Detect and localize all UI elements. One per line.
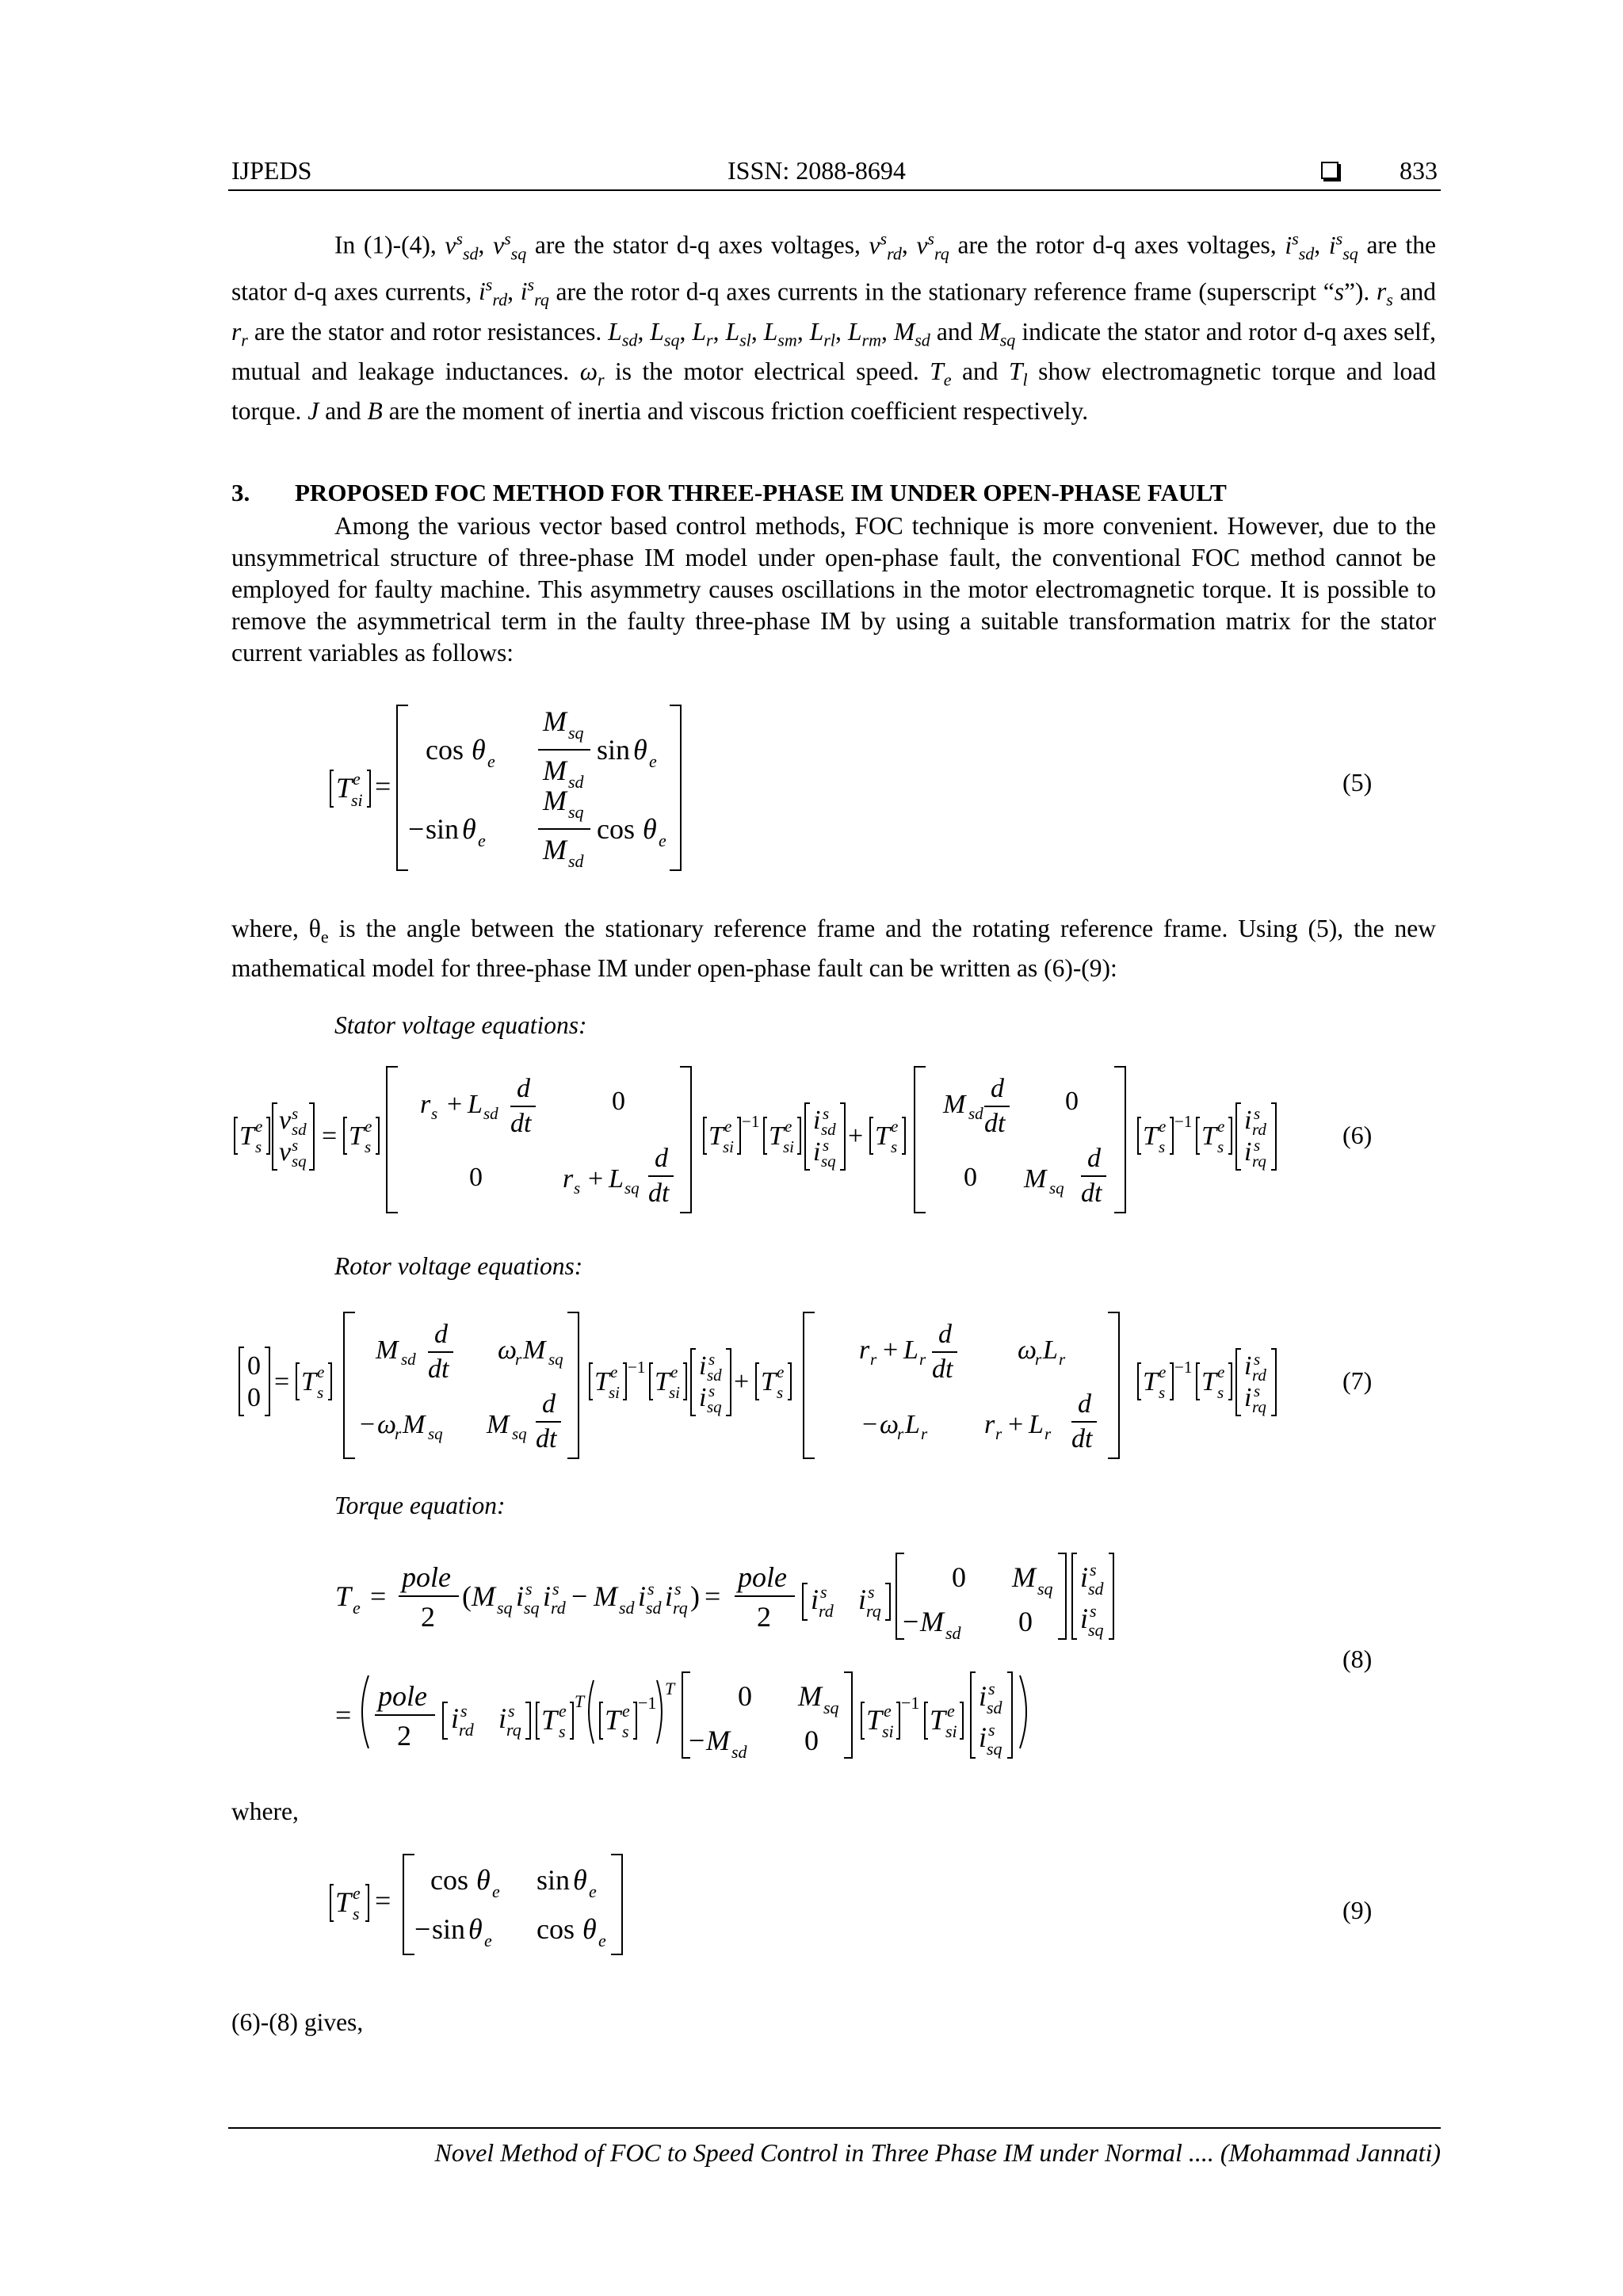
svg-text:−1: −1 [628, 1358, 646, 1377]
svg-text:i: i [699, 1383, 707, 1412]
svg-text:θ: θ [582, 1913, 597, 1945]
svg-text:s: s [823, 1104, 830, 1123]
svg-text:M: M [543, 834, 567, 865]
svg-text:sd: sd [401, 1350, 416, 1369]
svg-text:L: L [468, 1090, 483, 1119]
svg-text:ω: ω [498, 1335, 517, 1365]
svg-text:si: si [351, 790, 363, 810]
running-footer: Novel Method of FOC to Speed Control in Three Phase IM under Normal .... (Mohammad Jannati) [434, 2138, 1441, 2167]
equation-number-8: (8) [1342, 1645, 1373, 1673]
svg-text:T: T [1201, 1367, 1216, 1396]
label-stator-voltage: Stator voltage equations: [334, 1011, 587, 1039]
svg-text:T: T [708, 1121, 724, 1151]
svg-text:T: T [655, 1367, 670, 1396]
svg-text:i: i [858, 1584, 867, 1615]
svg-text:T: T [875, 1121, 890, 1151]
svg-text:θ: θ [643, 813, 657, 845]
svg-text:T: T [769, 1121, 784, 1151]
svg-text:T: T [349, 1121, 364, 1151]
svg-text:L: L [905, 1410, 920, 1439]
svg-text:sq: sq [987, 1739, 1002, 1759]
svg-text:ω: ω [1018, 1335, 1037, 1365]
svg-text:sd: sd [568, 851, 584, 871]
svg-text:r: r [919, 1350, 926, 1369]
svg-text:rd: rd [819, 1601, 834, 1621]
svg-text:rq: rq [506, 1720, 521, 1740]
svg-text:e: e [724, 1117, 732, 1136]
svg-text:M: M [594, 1580, 617, 1612]
svg-text:−: − [360, 1410, 376, 1439]
svg-text:θ: θ [468, 1913, 483, 1945]
svg-text:sq: sq [821, 1152, 836, 1171]
svg-text:s: s [708, 1350, 716, 1369]
svg-text:+: + [848, 1121, 864, 1151]
svg-text:2: 2 [757, 1601, 771, 1633]
svg-text:s: s [1217, 1137, 1224, 1156]
svg-text:e: e [891, 1117, 899, 1136]
svg-text:i: i [638, 1580, 647, 1612]
svg-text:sd: sd [821, 1120, 836, 1139]
svg-text:e: e [785, 1117, 792, 1136]
svg-text:M: M [523, 1335, 546, 1365]
svg-text:dt: dt [428, 1354, 449, 1384]
svg-text:i: i [665, 1580, 674, 1612]
svg-text:e: e [1159, 1117, 1167, 1136]
svg-text:sq: sq [1088, 1620, 1104, 1640]
svg-text:2: 2 [397, 1720, 411, 1752]
svg-text:dt: dt [648, 1179, 670, 1208]
svg-text:r: r [897, 1424, 904, 1443]
svg-text:−: − [571, 1580, 588, 1612]
svg-text:i: i [498, 1702, 507, 1734]
svg-text:i: i [1080, 1561, 1089, 1593]
svg-text:rq: rq [1252, 1152, 1266, 1171]
svg-text:sd: sd [619, 1598, 635, 1618]
svg-text:sq: sq [1037, 1579, 1053, 1599]
svg-text:s: s [647, 1579, 655, 1599]
svg-text:rq: rq [1252, 1397, 1266, 1416]
svg-text:i: i [811, 1584, 819, 1615]
svg-text:e: e [947, 1701, 955, 1721]
svg-text:s: s [559, 1721, 566, 1741]
label-rotor-voltage: Rotor voltage equations: [334, 1252, 583, 1280]
svg-text:v: v [279, 1137, 292, 1167]
svg-text:rd: rd [1252, 1366, 1266, 1385]
svg-text:T: T [239, 1121, 254, 1151]
svg-text:T: T [1143, 1367, 1158, 1396]
svg-text:e: e [559, 1701, 567, 1721]
svg-text:T: T [301, 1367, 316, 1396]
svg-text:0: 0 [804, 1725, 819, 1756]
svg-text:e: e [487, 751, 495, 771]
svg-text:sq: sq [568, 802, 584, 822]
svg-text:d: d [434, 1320, 448, 1349]
svg-text:dt: dt [510, 1109, 532, 1138]
svg-text:cos: cos [597, 813, 635, 845]
svg-text:s: s [1090, 1601, 1097, 1621]
svg-text:dt: dt [1081, 1179, 1102, 1208]
svg-text:i: i [979, 1680, 987, 1712]
svg-text:r: r [921, 1424, 928, 1443]
svg-text:=: = [370, 1580, 387, 1612]
svg-text:sin: sin [597, 734, 631, 766]
svg-text:M: M [403, 1410, 426, 1439]
equation-8 [329, 1545, 1232, 1783]
svg-text:−: − [862, 1410, 878, 1439]
equation-number-7: (7) [1342, 1366, 1373, 1395]
svg-text:rq: rq [673, 1598, 688, 1618]
svg-text:i: i [1244, 1383, 1252, 1412]
square-bullet-icon [1321, 162, 1338, 179]
svg-text:0: 0 [738, 1680, 752, 1712]
svg-text:0: 0 [469, 1163, 483, 1192]
svg-text:d: d [517, 1074, 530, 1103]
svg-text:s: s [1090, 1560, 1097, 1580]
svg-text:e: e [484, 1931, 492, 1950]
svg-text:+: + [588, 1164, 604, 1194]
svg-text:sd: sd [1088, 1579, 1104, 1599]
svg-text:d: d [1078, 1389, 1091, 1419]
svg-text:e: e [659, 831, 666, 850]
svg-text:sq: sq [524, 1598, 540, 1618]
svg-text:θ: θ [633, 734, 647, 766]
svg-text:+: + [883, 1335, 899, 1365]
svg-text:M: M [487, 1410, 510, 1439]
paragraph-theta: where, $\theta_e$ is the angle between the stationary reference frame and the rotating reference frame. Using (5), the new mathematical model for three-phase IM under open-phase fault can be written as (6)-(9): [231, 915, 1436, 983]
svg-text:θ: θ [476, 1864, 491, 1896]
svg-text:s: s [365, 1137, 372, 1156]
svg-text:sd: sd [483, 1104, 498, 1123]
svg-text:i: i [1244, 1351, 1252, 1381]
svg-text:−: − [903, 1606, 919, 1637]
svg-text:−1: −1 [1174, 1112, 1193, 1131]
svg-text:dt: dt [1071, 1424, 1093, 1454]
svg-text:M: M [472, 1580, 495, 1612]
svg-text:d: d [991, 1074, 1004, 1103]
svg-text:M: M [920, 1606, 944, 1637]
svg-text:e: e [589, 1881, 597, 1901]
svg-text:sd: sd [731, 1742, 747, 1762]
svg-text:s: s [574, 1179, 581, 1198]
svg-text:sd: sd [945, 1623, 961, 1643]
svg-text:sd: sd [987, 1698, 1002, 1717]
equation-number-9: (9) [1342, 1896, 1373, 1924]
svg-text:M: M [706, 1725, 730, 1756]
svg-text:rd: rd [1252, 1120, 1266, 1139]
svg-text:rd: rd [459, 1720, 474, 1740]
svg-text:s: s [988, 1720, 995, 1740]
svg-text:s: s [1217, 1383, 1224, 1402]
svg-text:L: L [1043, 1335, 1058, 1365]
svg-text:ω: ω [880, 1410, 899, 1439]
svg-text:r: r [1035, 1350, 1042, 1369]
svg-text:L: L [903, 1335, 918, 1365]
svg-text:ω: ω [377, 1410, 397, 1439]
svg-text:−: − [414, 1913, 431, 1945]
svg-text:s: s [820, 1582, 827, 1602]
svg-text:+: + [734, 1367, 750, 1396]
svg-text:r: r [515, 1350, 522, 1369]
svg-text:sq: sq [1049, 1179, 1064, 1198]
svg-text:i: i [543, 1580, 552, 1612]
svg-text:T: T [336, 772, 353, 804]
svg-text:sq: sq [512, 1424, 527, 1443]
svg-text:si: si [882, 1721, 894, 1741]
svg-text:s: s [777, 1383, 784, 1402]
svg-text:−: − [408, 813, 425, 845]
svg-text:i: i [699, 1351, 707, 1381]
label-where: where, [231, 1797, 299, 1825]
svg-text:s: s [1254, 1136, 1261, 1155]
svg-text:0: 0 [964, 1163, 977, 1192]
svg-text:T: T [605, 1704, 621, 1736]
svg-text:s: s [431, 1104, 438, 1123]
svg-text:T: T [1143, 1121, 1158, 1151]
svg-text:=: = [274, 1367, 290, 1396]
svg-text:e: e [317, 1362, 325, 1381]
svg-text:v: v [279, 1106, 292, 1135]
svg-text:e: e [649, 751, 657, 771]
svg-text:M: M [1012, 1561, 1036, 1593]
svg-text:=: = [335, 1699, 352, 1731]
svg-text:+: + [1008, 1410, 1024, 1439]
svg-text:T: T [335, 1580, 352, 1612]
svg-text:s: s [1159, 1383, 1166, 1402]
svg-text:e: e [610, 1362, 618, 1381]
svg-text:s: s [1254, 1350, 1261, 1369]
svg-text:T: T [594, 1367, 609, 1396]
header-rule [228, 189, 1441, 191]
svg-text:e: e [365, 1117, 372, 1136]
equation-9 [329, 1847, 662, 1966]
svg-text:s: s [292, 1136, 299, 1155]
svg-text:T: T [761, 1367, 776, 1396]
svg-text:0: 0 [952, 1561, 966, 1593]
svg-text:=: = [375, 770, 391, 802]
section-title: PROPOSED FOC METHOD FOR THREE-PHASE IM UNDER OPEN-PHASE FAULT [295, 479, 1227, 506]
svg-text:cos: cos [430, 1864, 468, 1896]
svg-text:2: 2 [421, 1601, 435, 1633]
svg-text:s: s [622, 1721, 629, 1741]
svg-text:sq: sq [568, 723, 584, 743]
svg-text:rd: rd [551, 1598, 566, 1618]
svg-text:r: r [984, 1410, 995, 1439]
svg-text:T: T [541, 1704, 558, 1736]
svg-text:T: T [866, 1704, 883, 1736]
issn: ISSN: 2088-8694 [727, 156, 906, 185]
svg-text:sd: sd [968, 1104, 983, 1123]
svg-text:i: i [813, 1106, 821, 1135]
svg-text:s: s [525, 1579, 533, 1599]
svg-text:s: s [552, 1579, 559, 1599]
label-gives: (6)-(8) gives, [231, 2008, 364, 2036]
svg-text:i: i [1080, 1603, 1089, 1634]
svg-text:e: e [353, 1883, 361, 1903]
svg-text:e: e [353, 1598, 361, 1618]
svg-text:+: + [447, 1090, 463, 1119]
svg-text:sin: sin [432, 1913, 466, 1945]
svg-text:sq: sq [707, 1397, 722, 1416]
svg-text:s: s [1254, 1381, 1261, 1400]
svg-text:0: 0 [1018, 1606, 1033, 1637]
svg-text:sd: sd [707, 1366, 722, 1385]
svg-text:T: T [1201, 1121, 1216, 1151]
svg-text:0: 0 [612, 1087, 625, 1116]
svg-text:dt: dt [932, 1354, 953, 1384]
svg-text:sq: sq [292, 1152, 307, 1171]
svg-text:d: d [542, 1389, 556, 1419]
svg-text:r: r [1044, 1424, 1052, 1443]
svg-text:r: r [1059, 1350, 1066, 1369]
svg-text:=: = [705, 1580, 721, 1612]
svg-text:M: M [1024, 1164, 1047, 1194]
svg-text:e: e [1217, 1362, 1225, 1381]
svg-text:sd: sd [568, 772, 584, 792]
svg-text:θ: θ [573, 1864, 587, 1896]
svg-text:M: M [543, 705, 567, 737]
label-torque: Torque equation: [334, 1492, 506, 1519]
svg-text:pole: pole [378, 1680, 427, 1712]
journal-name: IJPEDS [231, 156, 312, 185]
svg-text:s: s [353, 1904, 360, 1924]
svg-text:M: M [943, 1090, 966, 1119]
svg-text:cos: cos [537, 1913, 575, 1945]
svg-text:M: M [543, 755, 567, 786]
svg-text:): ) [690, 1580, 700, 1612]
svg-text:e: e [598, 1931, 606, 1950]
svg-text:s: s [1254, 1104, 1261, 1123]
svg-text:0: 0 [247, 1383, 261, 1412]
svg-text:θ: θ [472, 734, 486, 766]
svg-text:sq: sq [823, 1698, 839, 1717]
svg-text:i: i [451, 1702, 460, 1734]
svg-text:e: e [1217, 1117, 1225, 1136]
svg-text:T: T [335, 1886, 352, 1918]
svg-text:s: s [988, 1679, 995, 1698]
svg-text:−1: −1 [638, 1693, 657, 1713]
svg-text:cos: cos [426, 734, 464, 766]
equation-7 [231, 1308, 1325, 1466]
svg-text:r: r [563, 1164, 574, 1194]
svg-text:i: i [813, 1137, 821, 1167]
svg-text:s: s [868, 1582, 875, 1602]
svg-text:e: e [478, 831, 486, 850]
svg-text:sq: sq [548, 1350, 563, 1369]
svg-text:r: r [995, 1424, 1002, 1443]
svg-text:e: e [884, 1701, 892, 1721]
equation-number-6: (6) [1342, 1121, 1373, 1149]
svg-text:−1: −1 [901, 1693, 920, 1713]
equation-number-5: (5) [1342, 768, 1373, 797]
paragraph-variables: In (1)-(4), $v^s_{sd}$, $v^s_{sq}$ are the stator d-q axes voltages, $v^s_{rd}$, $v^s_{rq}$ are the rotor d-q axes voltages, $i^s_{sd}$, $i^s_{sq}$ are the stator d-q axes currents, $i^s_{rd}$, $i^s_{rq}$ are the rotor d-q axes currents in the stationary reference frame (superscript “s”). $r_s$ and $r_r$ are the stator and rotor resistances. $L_{sd}$, $L_{sq}$, $L_r$, $L_{sl}$, $L_{sm}$, $L_{rl}$, $L_{rm}$, $M_{sd}$ and $M_{sq}$ indicate the stator and rotor d-q axes self, mutual and leakage inductances. $\omega_r$ is the motor electrical speed. $T_e$ and $T_l$ show electromagnetic torque and load torque. J and B are the moment of inertia and viscous friction coefficient respectively. [231, 228, 1437, 426]
svg-text:pole: pole [402, 1561, 451, 1593]
svg-text:−: − [689, 1725, 705, 1756]
equation-5 [329, 697, 709, 876]
paragraph-foc-intro: Among the various vector based control methods, FOC technique is more convenient. However, due to the unsymmetrical structure of three-phase IM model under open-phase fault, the conventional FOC method cannot be employed for faulty machine. This asymmetry causes oscillations in the motor electromagnetic torque. It is possible to remove the asymmetrical term in the faulty three-phase IM by using a suitable transformation matrix for the stator current variables as follows: [231, 512, 1436, 667]
svg-text:M: M [376, 1335, 399, 1365]
svg-text:d: d [655, 1144, 668, 1173]
svg-text:T: T [930, 1704, 946, 1736]
svg-text:e: e [492, 1881, 500, 1901]
svg-text:sin: sin [537, 1864, 571, 1896]
svg-text:s: s [891, 1137, 898, 1156]
svg-text:si: si [723, 1137, 735, 1156]
svg-text:e: e [777, 1362, 785, 1381]
svg-text:i: i [1244, 1106, 1252, 1135]
svg-text:−1: −1 [742, 1112, 760, 1131]
svg-text:dt: dt [984, 1109, 1006, 1138]
svg-text:0: 0 [1065, 1087, 1079, 1116]
svg-text:e: e [255, 1117, 263, 1136]
svg-text:s: s [674, 1579, 682, 1599]
svg-text:M: M [798, 1680, 822, 1712]
svg-text:M: M [543, 785, 567, 816]
svg-text:e: e [670, 1362, 678, 1381]
svg-text:r: r [859, 1335, 870, 1365]
svg-text:−1: −1 [1174, 1358, 1193, 1377]
svg-text:sd: sd [646, 1598, 662, 1618]
svg-text:d: d [1087, 1144, 1101, 1173]
svg-text:dt: dt [536, 1424, 557, 1454]
svg-text:si: si [945, 1721, 957, 1741]
svg-text:r: r [420, 1090, 431, 1119]
svg-text:s: s [508, 1701, 515, 1721]
svg-text:L: L [609, 1164, 624, 1194]
svg-text:rq: rq [866, 1601, 881, 1621]
svg-text:sq: sq [428, 1424, 443, 1443]
svg-text:s: s [823, 1136, 830, 1155]
section-number: 3. [231, 479, 250, 506]
footer-rule [228, 2127, 1441, 2129]
svg-text:si: si [669, 1383, 681, 1402]
svg-text:pole: pole [738, 1561, 787, 1593]
svg-text:=: = [322, 1121, 338, 1151]
svg-text:e: e [622, 1701, 630, 1721]
svg-text:=: = [375, 1885, 391, 1916]
svg-text:T: T [665, 1679, 675, 1698]
svg-text:(: ( [462, 1580, 472, 1612]
svg-text:sq: sq [624, 1179, 640, 1198]
svg-text:d: d [938, 1320, 952, 1349]
svg-text:sq: sq [497, 1598, 513, 1618]
svg-text:i: i [979, 1721, 987, 1753]
svg-text:si: si [609, 1383, 621, 1402]
svg-text:s: s [1159, 1137, 1166, 1156]
svg-text:s: s [708, 1381, 716, 1400]
svg-text:s: s [460, 1701, 468, 1721]
svg-text:i: i [1244, 1137, 1252, 1167]
svg-text:0: 0 [247, 1351, 261, 1381]
svg-text:T: T [575, 1691, 585, 1711]
svg-text:r: r [395, 1424, 402, 1443]
svg-text:L: L [1029, 1410, 1044, 1439]
svg-text:i: i [516, 1580, 525, 1612]
svg-text:e: e [1159, 1362, 1167, 1381]
svg-text:s: s [292, 1104, 299, 1123]
svg-text:sd: sd [292, 1120, 307, 1139]
svg-text:r: r [870, 1350, 877, 1369]
svg-text:sin: sin [426, 813, 460, 845]
equation-6 [231, 1062, 1325, 1221]
svg-text:s: s [255, 1137, 262, 1156]
svg-text:e: e [353, 769, 361, 789]
svg-text:θ: θ [462, 813, 476, 845]
svg-text:si: si [783, 1137, 795, 1156]
svg-text:s: s [317, 1383, 324, 1402]
page-number: 833 [1400, 156, 1438, 185]
